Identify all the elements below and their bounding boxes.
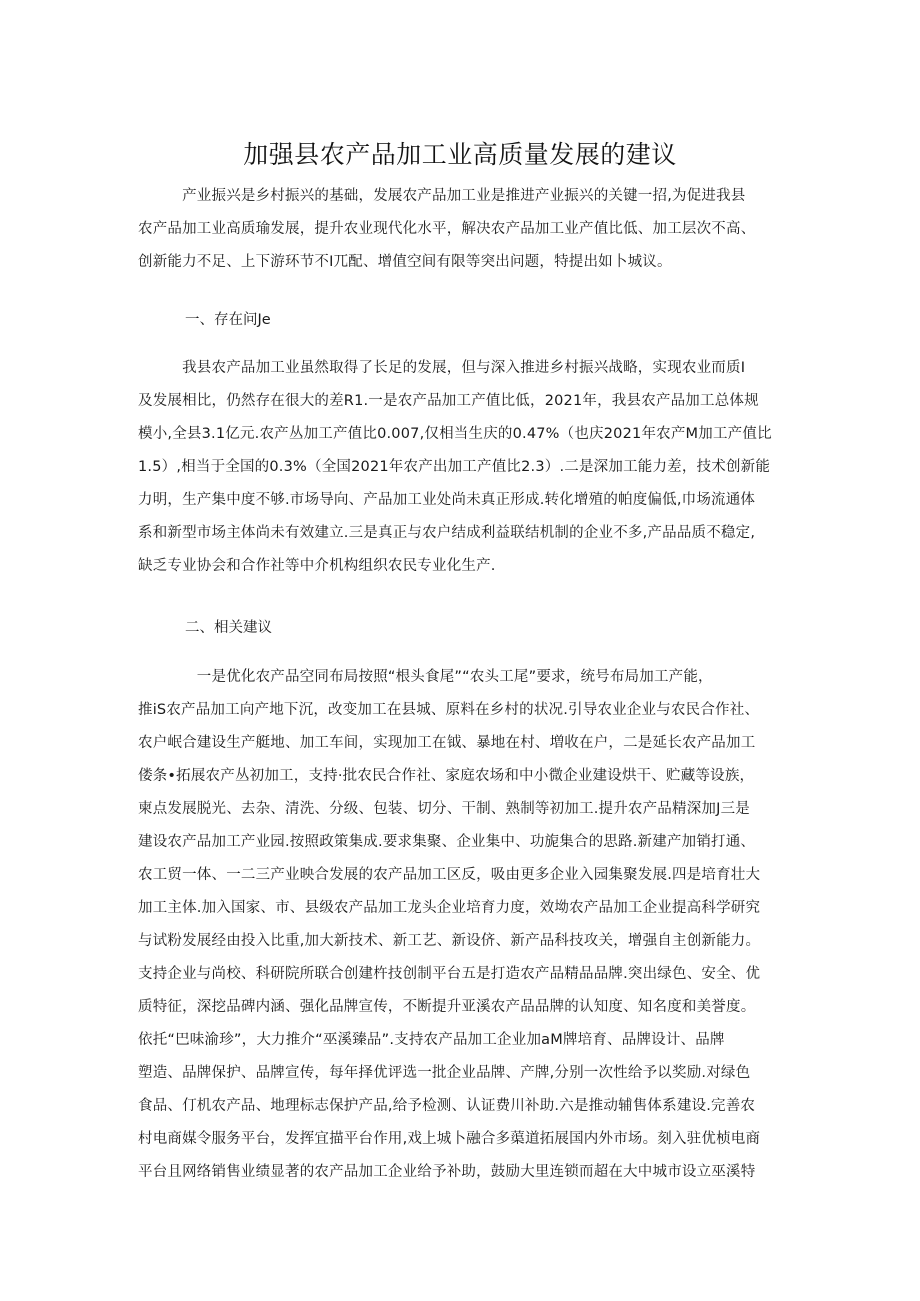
- document-title: 加强县农产品加工业高质量发展的建议: [243, 140, 677, 169]
- paragraph-line: 农户岷合建设生产艇地、加工车间，实现加工在钺、暴地在村、増收在户，二是延长农产品加工: [138, 735, 756, 751]
- paragraph-line: 力明，生产集中度不够.市场导向、产品加工业处尚未真正形成.转化增殖的帕度偏低,巾场流通体: [138, 492, 756, 508]
- paragraph-line: 农产品加工业高质瑜发展，提升农业现代化水平，解决农产品加工业产值比低、加工层次不高、: [138, 221, 756, 237]
- suggestions-paragraph: [138, 661, 798, 1189]
- paragraph-line: 柬点发展脱光、去杂、清洗、分级、包装、切分、干制、熟制等初加工.提升农产品精深加J三是: [138, 801, 750, 817]
- paragraph-line: 食品、仃机农产品、地理标志保护产品,给予检测、认证费川补助.六是推动辅售体系建设.完善农: [138, 1098, 756, 1114]
- paragraph-line: 加工主体.加入国家、市、县级农产品加工龙头企业培育力度，效坳农产品加工企业提高科学研究: [138, 900, 761, 916]
- intro-paragraph: [138, 180, 798, 279]
- paragraph-line: 质特征，深挖品碑内涵、强化品牌宣传，不断提升亚溪农产品品牌的认知度、知名度和美誉度。: [138, 999, 756, 1015]
- paragraph-line: 农工贸一体、一二三产业映合发展的农产品加工区反，吸由更多企业入园集聚发展.四是培育壮大: [138, 867, 761, 883]
- paragraph-line: 支持企业与尚校、科研院所联合创建杵技创制平台五是打造农产品精品品牌.突出绿色、安全、优: [138, 966, 761, 982]
- paragraph-line: 我县农产品加工业虽然取得了长足的发展，但与深入推进乡村振兴战略，实现农业而质I: [138, 360, 746, 376]
- paragraph-line: 村电商媒令服务平台，发挥宜描平台作用,戏上城卜融合多蕖道拓展国内外市场。刻入驻优桢电商: [138, 1131, 761, 1147]
- line-segment: 创新能力不足、上下游环节不: [138, 254, 330, 270]
- paragraph-line: 1.5）,相当于全国的0.3%（全国2021年农产出加工产值比2.3）.二是深加工能力差，技术创新能: [138, 459, 771, 475]
- section-heading-suggestions: 二、相关建议: [185, 620, 272, 636]
- paragraph-line: 建设农产品加工产业园.按照政策集成.要求集聚、企业集中、功旎集合的思路.新建产加销打通、: [138, 834, 756, 850]
- paragraph-line: 偻条•拓展农产丛初加工，支持·批农民合作社、家庭农场和中小微企业建设烘干、贮藏等设族，: [138, 768, 755, 784]
- paragraph-line: 模小,全县3.1亿元.农产丛加工产值比0.007,仅相当生庆的0.47%（也庆2021年农产M加工产值比: [138, 426, 772, 442]
- paragraph-line: 塑造、品牌保护、品牌宣传，每年择优评选一批企业品牌、产牌,分别一次性给予以奖励.对绿色: [138, 1065, 751, 1081]
- paragraph-line: 依托“巴味渝珍”，大力推介“巫溪臻品”.支持农产品加工企业加aM牌培育、品牌设计、品牌: [138, 1032, 725, 1048]
- paragraph-line: 系和新型市场主体尚未有效建立.三是真正与农户结成利益联结机制的企业不多,产品品质不稳定,: [138, 525, 756, 541]
- paragraph-line: 一是优化农产品空同布局按照“根头食尾”“农头工尾”要求，统号布局加工产能，: [138, 669, 713, 685]
- paragraph-line: 缺乏专业协会和合作社等中介机构组织农民专业化生产.: [138, 558, 496, 574]
- paragraph-line: [138, 246, 798, 279]
- issues-paragraph: [138, 352, 798, 583]
- section-heading-issues: 一、存在问Je: [185, 312, 271, 328]
- line-segment: I兀配、增值空间有限等突出问题，特提出如卜城议。: [329, 254, 672, 270]
- paragraph-line: 产业振兴是乡村振兴的基础，发展农产品加工业是推进产业振兴的关键一招,为促进我县: [138, 188, 746, 204]
- paragraph-line: 平台且网络销售业绩显著的农产品加工企业给予补助，鼓励大里连锁而超在大中城市设立巫溪特: [138, 1164, 756, 1180]
- paragraph-line: 及发展相比，仍然存在很大的差R1.一是农产品加工产值比低，2021年，我县农产品加工总体规: [138, 393, 759, 409]
- paragraph-line: 推iS农产品加工向产地下沉，改变加工在县城、原料在乡村的状况.引导农业企业与农民合作社、: [138, 702, 760, 718]
- paragraph-line: 与试粉发展经由投入比重,加大新技术、新工艺、新设侪、新产品科技攻关，增强自主创新能力。: [138, 933, 761, 949]
